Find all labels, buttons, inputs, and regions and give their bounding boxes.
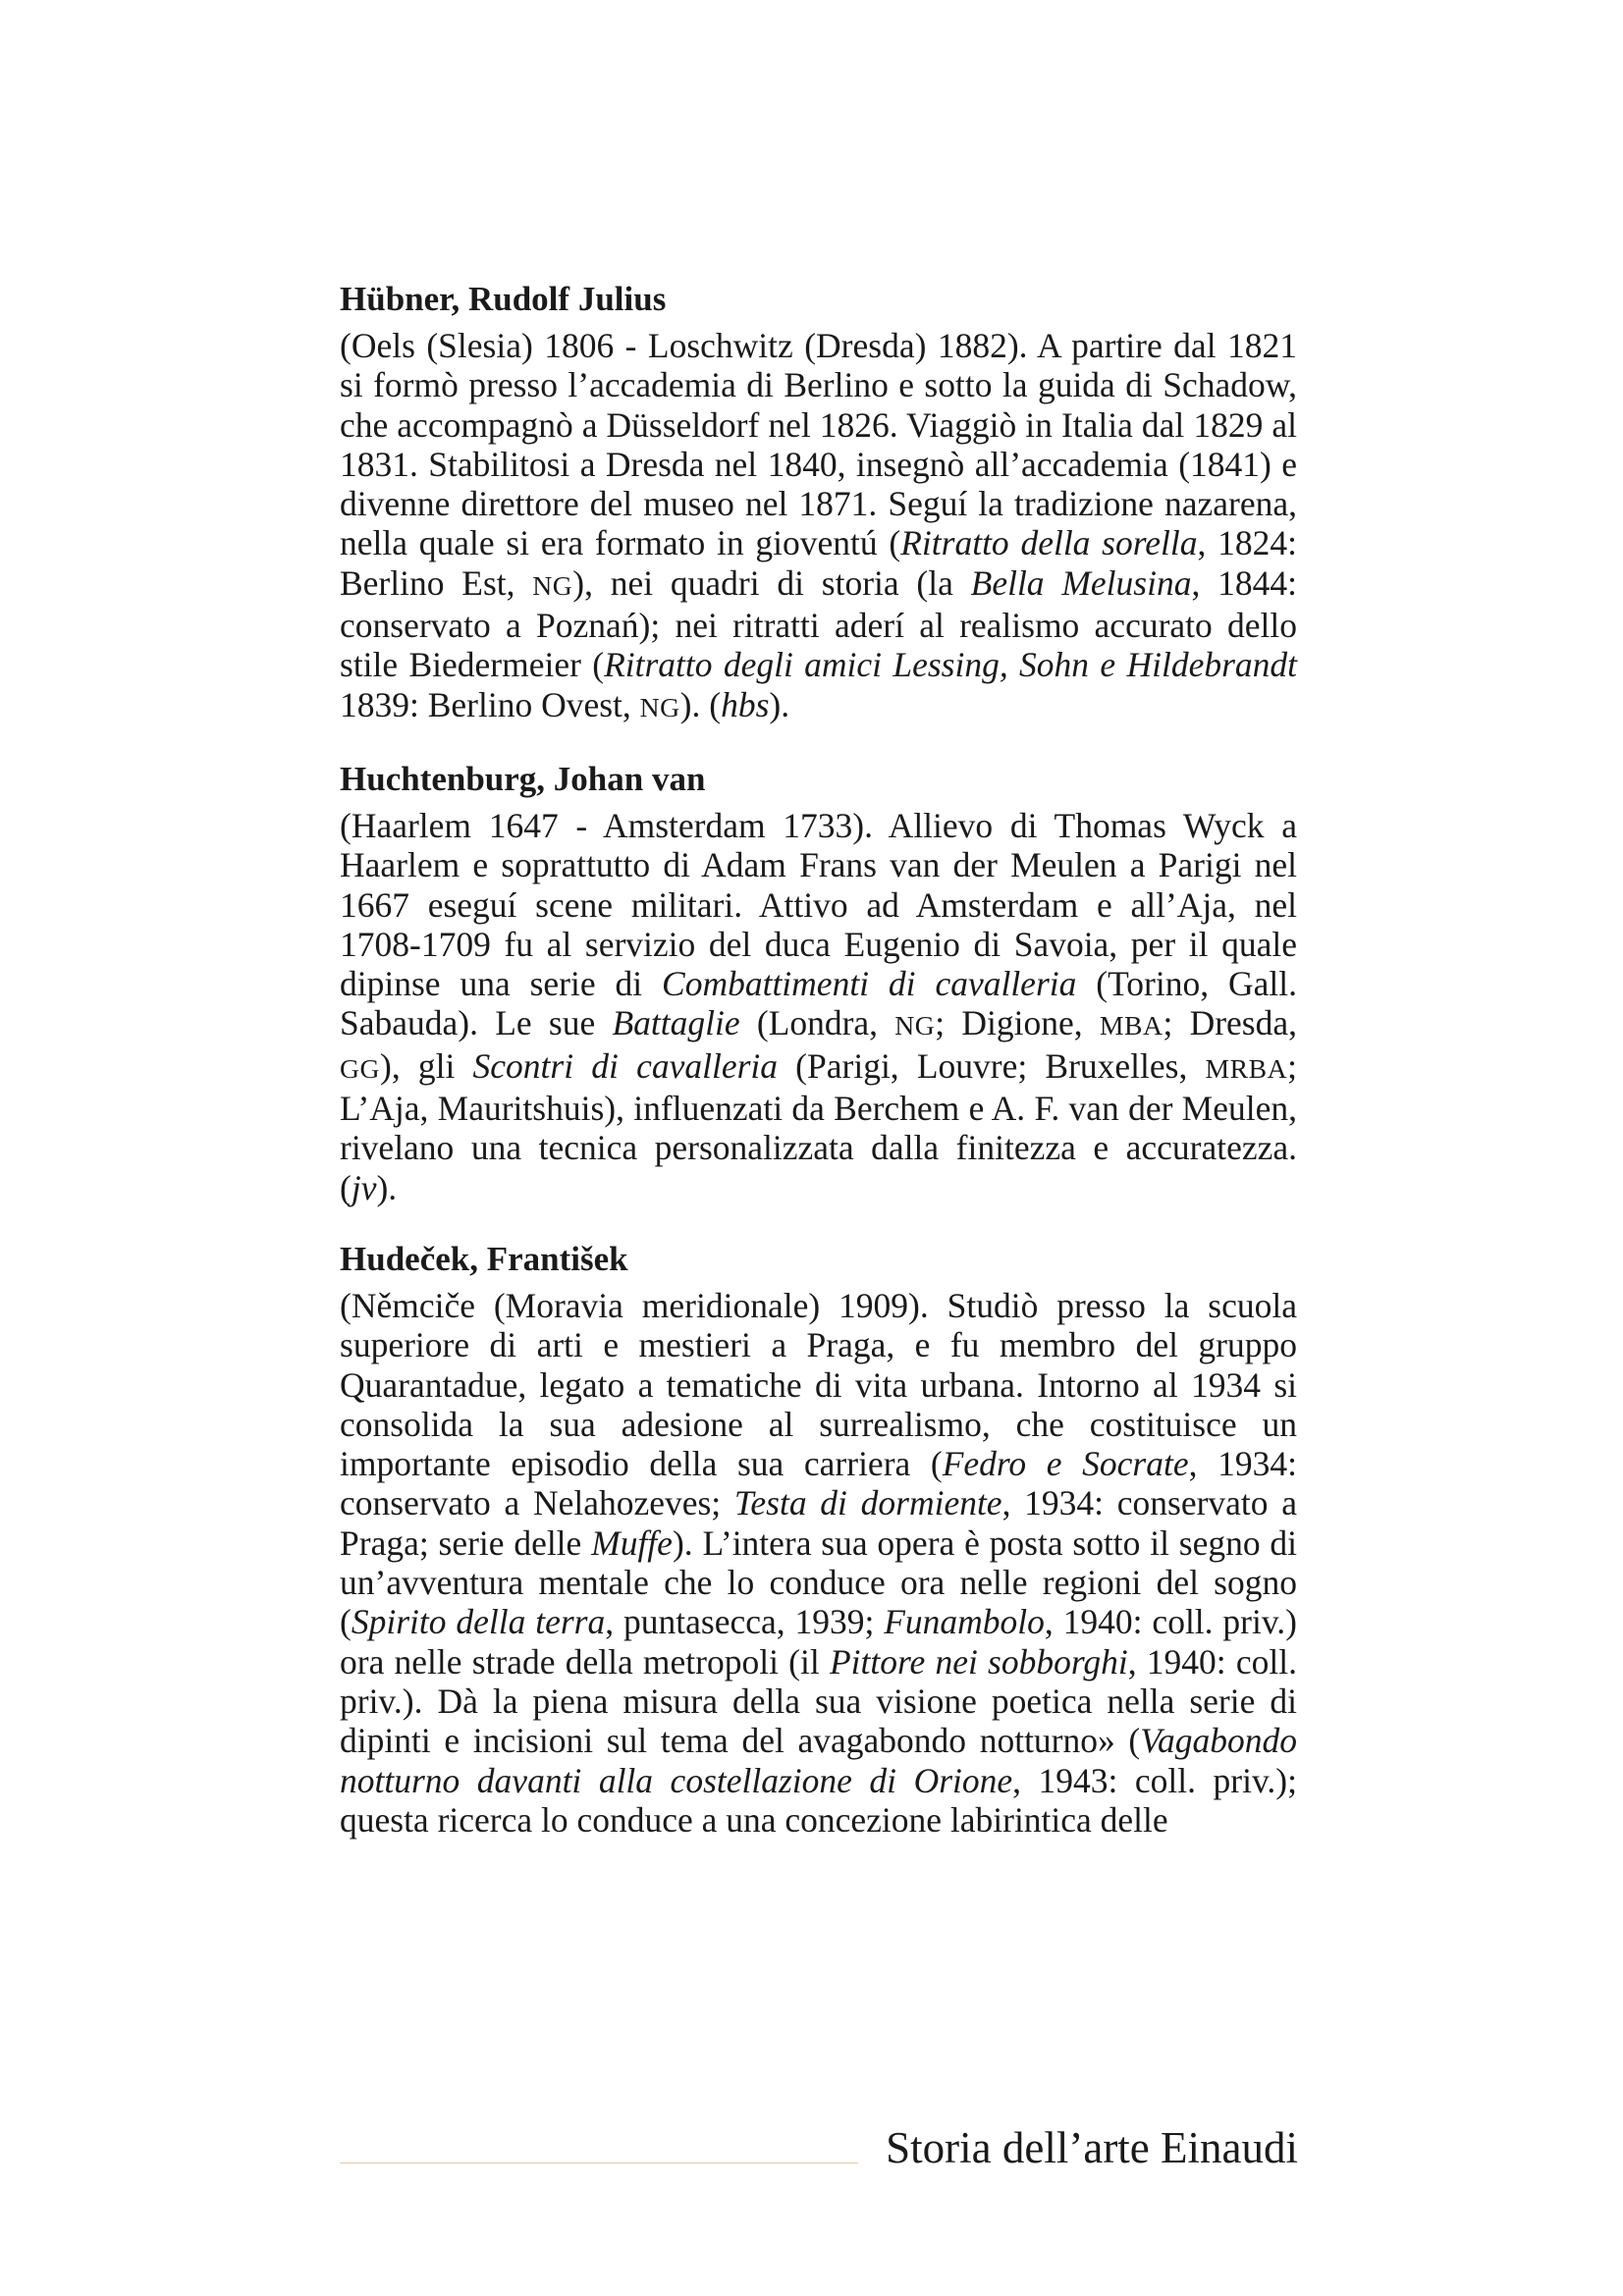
text-run: ), nei quadri di storia (la — [572, 562, 971, 603]
text-run: ), gli — [380, 1045, 473, 1086]
entry-heading: Huchtenburg, Johan van — [340, 759, 706, 798]
text-run: ). — [376, 1167, 398, 1207]
italic-title: Fedro e Socrate — [942, 1444, 1189, 1484]
museum-abbrev: GG — [340, 1052, 380, 1084]
museum-abbrev: NG — [639, 691, 680, 722]
text-run: ). L’intera sua opera è posta sotto il segno di un’avventura mentale che lo conduce ora nelle regioni del sogno ( — [340, 1522, 1297, 1642]
italic-title: Battaglie — [612, 1003, 740, 1043]
text-run: ; Dresda, — [1163, 1003, 1297, 1043]
italic-title: Ritratto degli amici Lessing, Sohn e Hildebrandt — [604, 645, 1298, 685]
text-run: (Torino, Gall. Sabauda). Le sue — [340, 964, 1297, 1043]
text-run: , 1943: coll. priv.); questa ricerca lo conduce a una concezione labirintica delle — [340, 1760, 1297, 1840]
italic-title: Vagabondo notturno davanti alla costellazione di Orione — [340, 1721, 1297, 1800]
text-run: , 1940: coll. priv.). Dà la piena misura della sua visione poetica nella serie di dipinti e incisioni sul tema del avagabondo notturno» ( — [340, 1641, 1297, 1761]
text-run: ). — [769, 684, 790, 724]
museum-abbrev: MBA — [1099, 1010, 1163, 1041]
italic-title: Ritratto della sorella — [900, 523, 1198, 563]
entry-body — [340, 326, 1297, 727]
italic-title: Muffe — [591, 1522, 673, 1563]
text-run: ). ( — [679, 684, 722, 724]
italic-title: Pittore nei sobborghi — [829, 1641, 1128, 1682]
museum-abbrev: NG — [894, 1010, 936, 1041]
text-column — [340, 273, 1297, 1865]
text-run: ; L’Aja, Mauritshuis), influenzati da Berchem e A. F. van der Meulen, rivelano una tecnica personalizzata dalla finitezza e accuratezza. ( — [340, 1045, 1297, 1207]
italic-title: Scontri di cavalleria — [472, 1045, 778, 1086]
entry-huchtenburg — [340, 753, 1297, 1207]
museum-abbrev: NG — [532, 569, 573, 601]
museum-abbrev: MRBA — [1205, 1052, 1288, 1084]
entry-hubner — [340, 273, 1297, 727]
text-run: , puntasecca, 1939; — [605, 1602, 885, 1642]
entry-heading: Hudeček, František — [340, 1239, 628, 1278]
italic-title: hbs — [721, 684, 770, 724]
entry-body — [340, 1286, 1297, 1840]
text-run: , 1844: conservato a Poznań); nei ritratti aderí al realismo accurato dello stile Biedermeier ( — [340, 562, 1297, 685]
italic-title: Bella Melusina — [970, 562, 1192, 603]
italic-title: jv — [351, 1167, 377, 1207]
text-run: 1839: Berlino Ovest, — [340, 684, 640, 724]
text-run: , 1824: Berlino Est, — [340, 523, 1297, 603]
text-run: ; Digione, — [935, 1003, 1100, 1043]
text-run: (Oels (Slesia) 1806 - Loschwitz (Dresda) 1882). A partire dal 1821 si formò presso l’accademia di Berlino e sotto la guida di Schadow, che accompagnò a Düsseldorf nel 1826. Viaggiò in Italia dal 1829 al 1831. Stabilitosi a Dresda nel 1840, insegnò all’accademia (1841) e divenne direttore del museo nel 1871. Seguí la tradizione nazarena, nella quale si era formato in gioventú ( — [340, 326, 1297, 563]
entry-heading: Hübner, Rudolf Julius — [340, 280, 667, 318]
footer-label: Storia dell’arte Einaudi — [886, 2123, 1298, 2172]
italic-title: Spirito della terra — [351, 1602, 606, 1642]
text-run: , 1940: coll. priv.) ora nelle strade della metropoli (il — [340, 1602, 1298, 1682]
italic-title: Combattimenti di cavalleria — [662, 964, 1077, 1004]
italic-title: Testa di dormiente — [733, 1483, 1002, 1523]
text-run: (Londra, — [739, 1003, 895, 1043]
text-run: (Haarlem 1647 - Amsterdam 1733). Allievo di Thomas Wyck a Haarlem e soprattutto di Adam Frans van der Meulen a Parigi nel 1667 eseguí scene militari. Attivo ad Amsterdam e all’Aja, nel 1708-1709 fu al servizio del duca Eugenio di Savoia, per il quale dipinse una serie di — [340, 805, 1297, 1004]
entry-hudecek — [340, 1233, 1297, 1840]
text-run: , 1934: conservato a Nelahozeves; — [340, 1444, 1297, 1523]
text-run: (Parigi, Louvre; Bruxelles, — [778, 1045, 1206, 1086]
italic-title: Funambolo — [884, 1602, 1045, 1642]
text-run: , 1934: conservato a Praga; serie delle — [340, 1483, 1297, 1563]
text-run: (Němciče (Moravia meridionale) 1909). Studiò presso la scuola superiore di arti e mestieri a Praga, e fu membro del gruppo Quarantadue, legato a tematiche di vita urbana. Intorno al 1934 si consolida la sua adesione al surrealismo, che costituisce un importante episodio della sua carriera ( — [340, 1285, 1297, 1484]
entry-body — [340, 806, 1297, 1207]
